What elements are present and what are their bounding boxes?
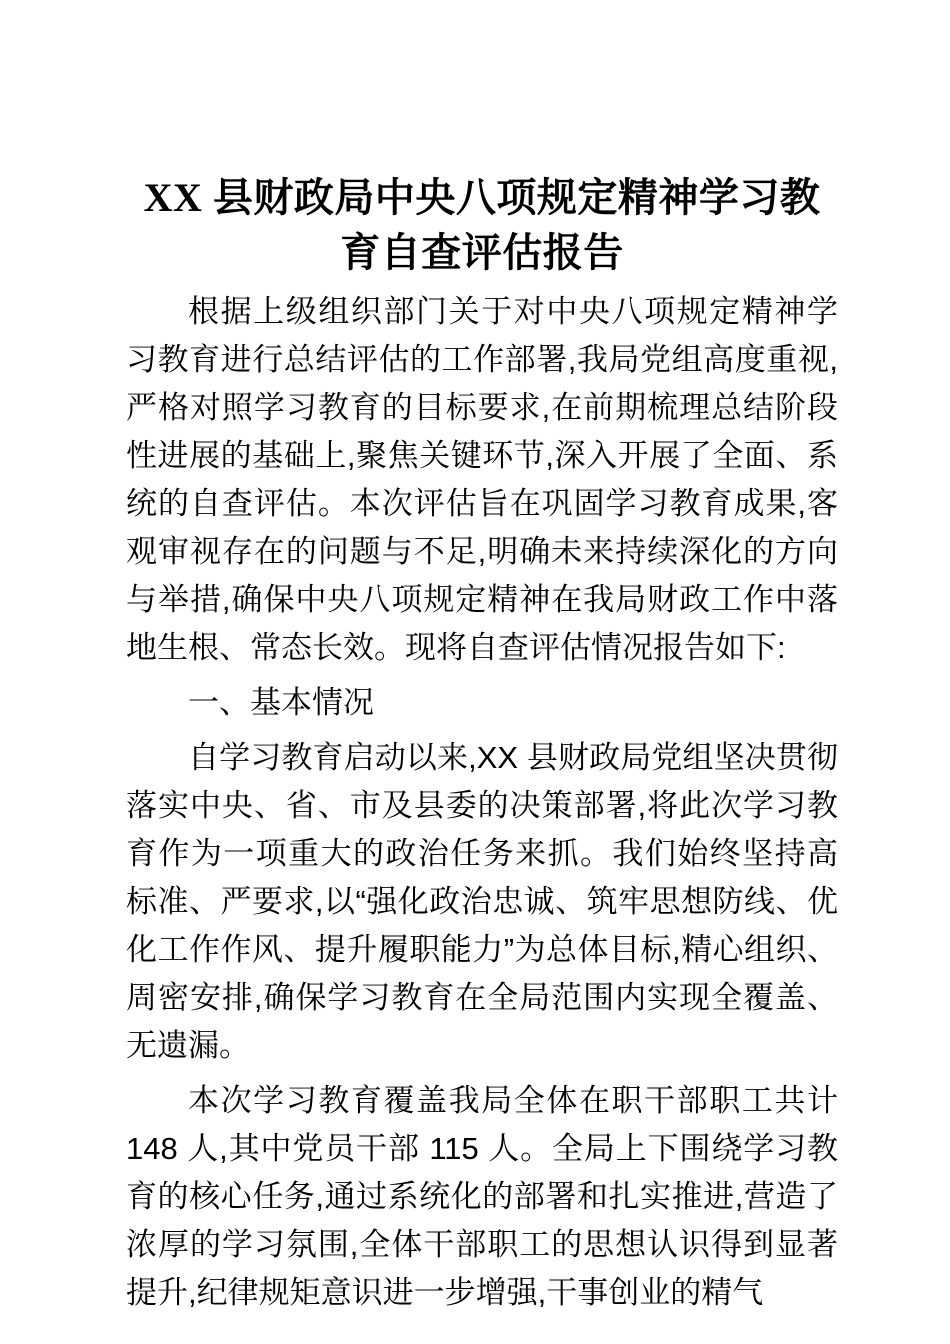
section-heading: 一、基本情况: [188, 685, 374, 720]
paragraph: 自学习教育启动以来,XX 县财政局党组坚决贯彻落实中央、省、市及县委的决策部署,将此次学习教育作为一项重大的政治任务来抓。我们始终坚持高标准、严要求,以“强化政治忠诚、筑牢思想防线、优化工作作风、提升履职能力”为总体目标,精心组织、周密安排,确保学习教育在全局范围内实现全覆盖、无遗漏。: [126, 740, 838, 1063]
document-title: XX 县财政局中央八项规定精神学习教育自查评估报告: [143, 175, 821, 275]
paragraph: 根据上级组织部门关于对中央八项规定精神学习教育进行总结评估的工作部署,我局党组高度重视,严格对照学习教育的目标要求,在前期梳理总结阶段性进展的基础上,聚焦关键环节,深入开展了全面、系统的自查评估。本次评估旨在巩固学习教育成果,客观审视存在的问题与不足,明确未来持续深化的方向与举措,确保中央八项规定精神在我局财政工作中落地生根、常态长效。现将自查评估情况报告如下:: [126, 294, 838, 665]
paragraph: 本次学习教育覆盖我局全体在职干部职工共计 148 人,其中党员干部 115 人。全局上下围绕学习教育的核心任务,通过系统化的部署和扎实推进,营造了浓厚的学习氛围,全体干部职工的思想认识得到显著提升,纪律规矩意识进一步增强,干事创业的精气: [126, 1083, 838, 1310]
document-body: [126, 288, 838, 1317]
